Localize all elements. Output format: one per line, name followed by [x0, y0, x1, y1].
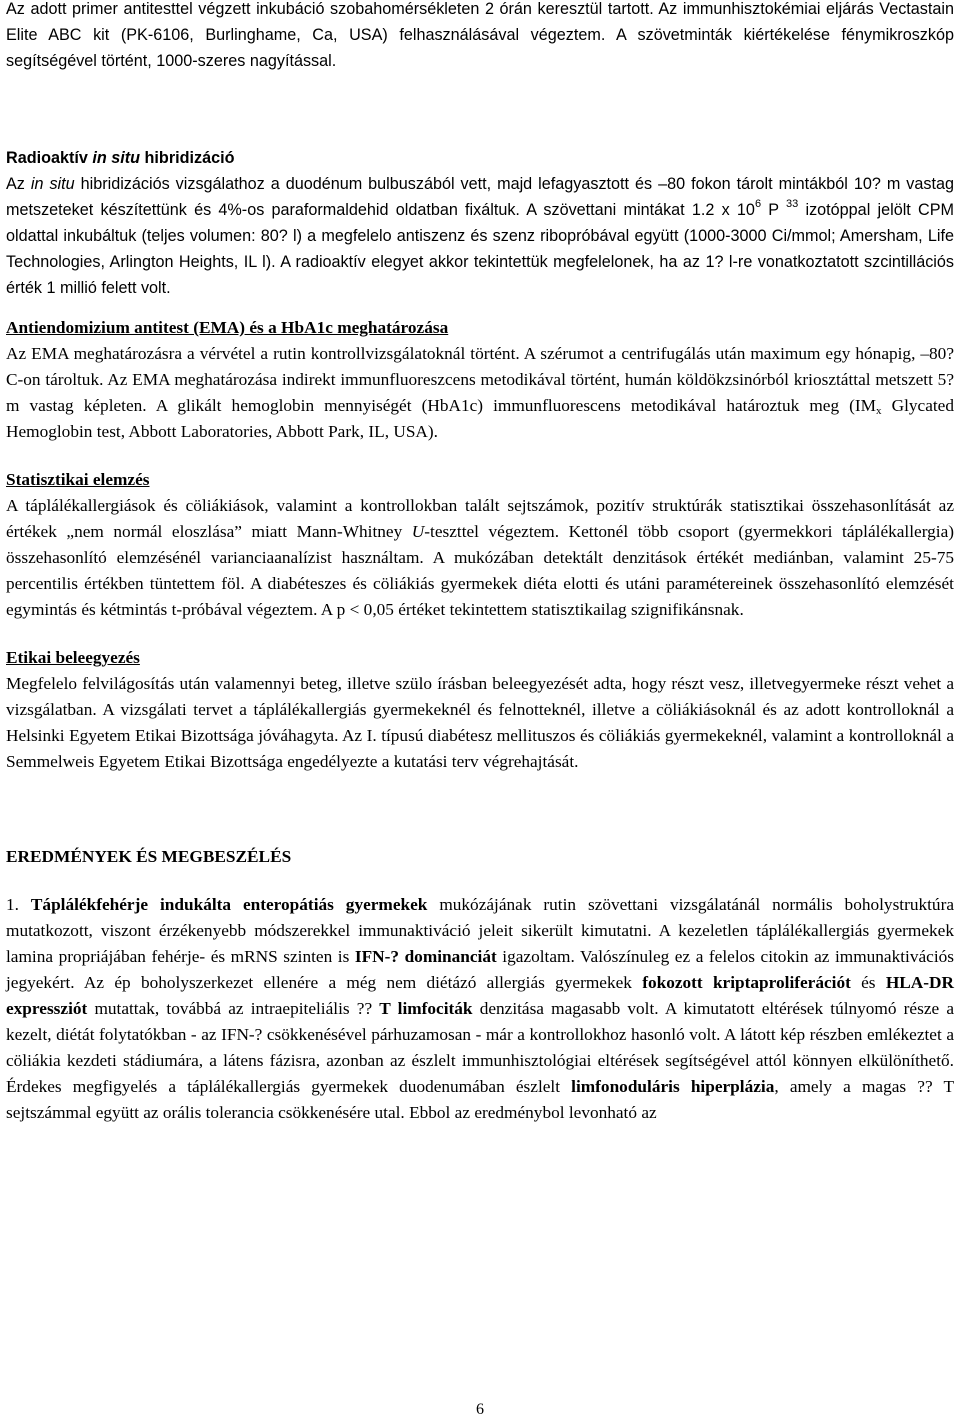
text: és — [850, 973, 886, 992]
text: denzitása magasabb volt. A kimutatott eltérések túlnyomó része a kezelt, diétát folytatókban - az IFN-? csökkenésével párhuzamosan - már a kontrollokhoz hasonló volt. A látott kép részben emlékeztet a cöliákia kezdeti stádiumára, a látens fázisra, azonban az észlelt immunhisztológiai eltérések segítségével attól könnyen elkülöníthető. Érdekes megfigyelés a táplálékallergiás gyermekek duodenumában észlelt — [6, 999, 955, 1096]
bold-text: fokozott kriptaproliferációt — [642, 973, 851, 992]
ethics-paragraph: Megfelelo felvilágosítás után valamennyi beteg, illetve szülo írásban beleegyezését adta, hogy részt vesz, illetvegyermeke részt vehet a vizsgálatban. A vizsgálati tervet a táplálékallergiás gyermekeknél és felnotteknél, illetve a cöliákiásoknál és az adott kontrolloknál a Helsinki Egyetem Etikai Bizottsága jóváhagyta. Az I. típusú diabétesz mellituszos és cöliákiás gyermekeknél, valamint a kontrolloknál a Semmelweis Egyetem Etikai Bizottsága engedélyezte a kutatási terv végrehajtását. — [6, 674, 954, 771]
bold-text: Táplálékfehérje indukálta enteropátiás gyermekek — [30, 895, 428, 914]
bold-text: limfonoduláris hiperplázia — [571, 1077, 775, 1096]
heading-ethics: Etikai beleegyezés — [6, 648, 140, 667]
text: A táplálékallergiások és cöliákiások, valamint a kontrollokban talált sejtszámok, pozitív struktúrák statisztikai összehasonlítását az értékek „nem normál eloszlása” miatt Mann-Whitney — [6, 496, 954, 541]
heading-part: hibridizáció — [140, 149, 235, 167]
heading-statistics: Statisztikai elemzés — [6, 470, 150, 489]
statistics-paragraph — [6, 493, 954, 623]
text: P — [761, 201, 787, 219]
heading-results: EREDMÉNYEK ÉS MEGBESZÉLÉS — [6, 847, 292, 866]
document-page — [6, 0, 954, 1126]
text: Az EMA meghatározásra a vérvétel a rutin kontrollvizsgálatoknál történt. A szérumot a centrifugálás után maximum egy hónapig, –80?C-on tároltuk. Az EMA meghatározása indirekt immunfluoreszcens metodikával történt, humán köldökzsinórból kriosztáttal metszett 5? m vastag képleten. A glikált hemoglobin mennyiségét (HbA1c) immunfluorescens metodikával határoztuk meg (IM — [6, 344, 954, 415]
superscript: 6 — [754, 198, 762, 210]
text: hibridizációs vizsgálathoz a duodénum bulbuszából vett, majd lefagyasztott és –80 fokon tárolt mintákból 10? m vastag metszeteket készítettünk és 4%-os paraformaldehid oldatban fixáltuk. A szövettani mintákat 1.2 x 10 — [6, 175, 954, 219]
italic-text: U — [411, 522, 425, 541]
page-number: 6 — [476, 1401, 484, 1418]
text: , amely a magas ?? T sejtszámmal együtt az orális tolerancia csökkenésére utal. Ebbol az eredménybol levonható az — [6, 1077, 955, 1122]
text: Az — [6, 175, 31, 193]
bold-text: T limfociták — [379, 999, 473, 1018]
heading-radioactive — [6, 145, 954, 171]
text: 1. — [6, 895, 31, 914]
text: mukózájának rutin szövettani vizsgálatánál normális boholystruktúra mutatkozott, viszont érzékenyebb módszerekkel immunaktiváció jeleit sikerült kimutatni. A kezeletlen táplálékallergiás gyermekek lamina propriájában fehérje- és mRNS szinten is — [6, 895, 954, 966]
heading-part: Radioaktív — [6, 149, 93, 167]
intro-paragraph — [6, 0, 954, 74]
heading-italic: in situ — [92, 149, 141, 167]
bold-text: HLA-DR expressziót — [6, 973, 954, 1018]
subscript: x — [876, 405, 882, 417]
bold-text: IFN-? dominanciát — [354, 947, 497, 966]
text: mutattak, továbbá az intraepiteliális ?? — [87, 999, 380, 1018]
results-paragraph — [6, 892, 954, 1126]
italic-text: in situ — [30, 175, 75, 193]
ema-paragraph — [6, 341, 954, 445]
text: igazoltam. Valószínuleg ez a felelos citokin az immunaktivációs jegyekért. Az ép boholyszerkezet ellenére a még nem diétázó allergiás gyermekek — [6, 947, 954, 992]
text: Glycated Hemoglobin test, Abbott Laboratories, Abbott Park, IL, USA). — [6, 396, 954, 441]
radioactive-paragraph — [6, 171, 954, 301]
intro-text: Az adott primer antitesttel végzett inkubáció szobahomérsékleten 2 órán keresztül tartott. Az immunhisztokémiai eljárás Vectastain Elite ABC kit (PK-6106, Burlinghame, Ca, USA) felhasználásával végeztem. A szövetminták kiértékelése fénymikroszkóp segítségével történt, 1000-szeres nagyítással. — [6, 0, 954, 70]
superscript: 33 — [786, 198, 799, 210]
heading-ema: Antiendomizium antitest (EMA) és a HbA1c meghatározása — [6, 318, 449, 337]
text: -teszttel végeztem. Kettonél több csoport (gyermekkori táplálékallergia) összehasonlító elemzésénél varianciaanalízist használtam. A mukózában detektált denzitások értékét mediánban, valamint 25-75 percentilis értékben tüntettem föl. A diabéteszes és cöliákiás gyermekek diéta elotti és utáni paramétereinek összehasonlító elemzését egymintás és kétmintás t-próbával végeztem. A p < 0,05 értéket tekintettem statisztikailag szignifikánsnak. — [6, 522, 955, 619]
text: izotóppal jelölt CPM oldattal inkubáltuk (teljes volumen: 80? l) a megfelelo antiszenz és szenz ribopróbával együtt (1000-3000 Ci/mmol; Amersham, Life Technologies, Arlington Heights, IL l). A radioaktív elegyet akkor tekintettük megfelelonek, ha az 1? l-re vonatkoztatott szcintillációs érték 1 millió felett volt. — [6, 201, 954, 297]
